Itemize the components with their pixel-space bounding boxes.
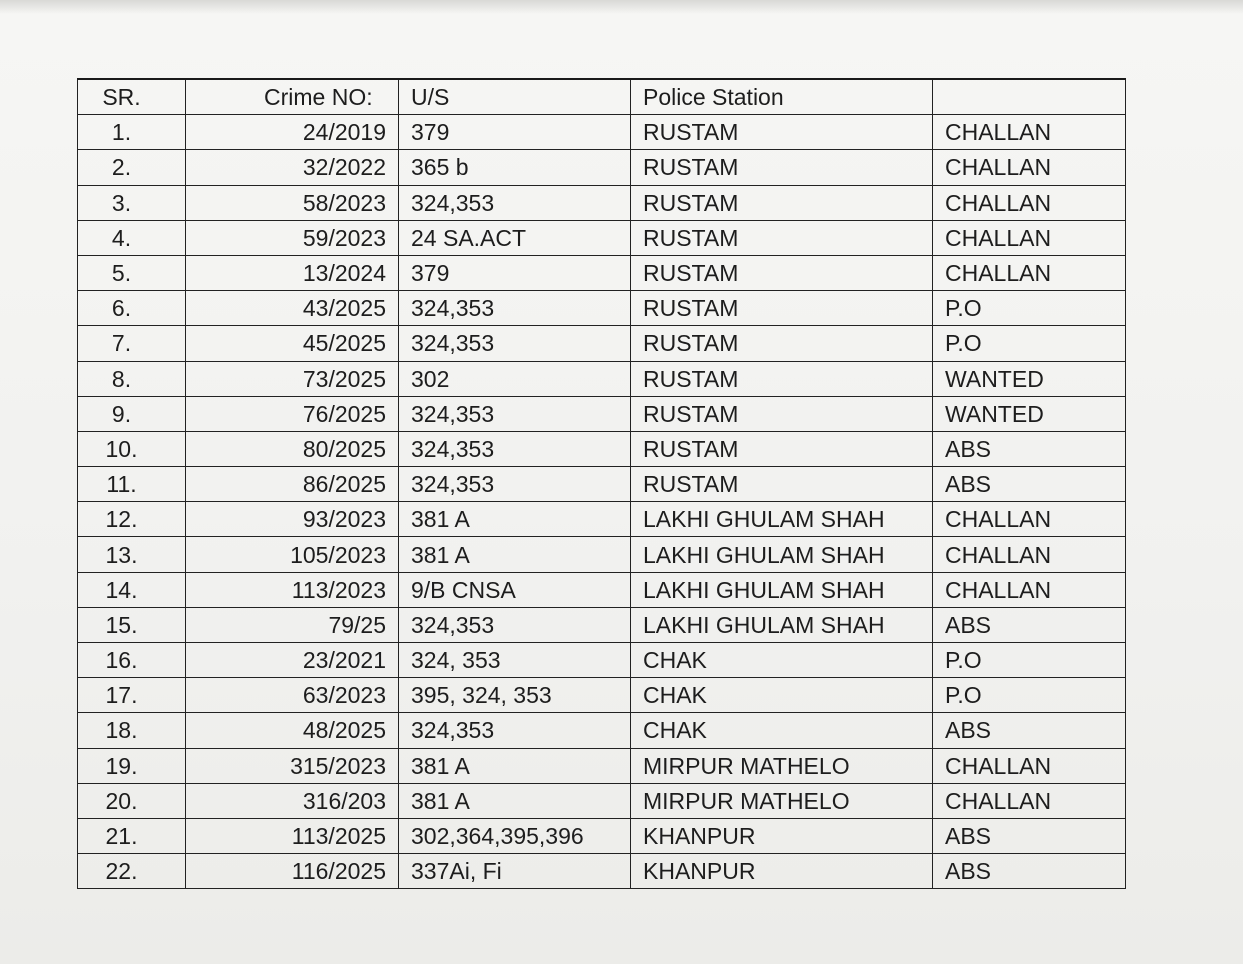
cell-police-station: RUSTAM	[631, 185, 933, 220]
cell-status: CHALLAN	[933, 220, 1126, 255]
cell-police-station: CHAK	[631, 643, 933, 678]
cell-status: ABS	[933, 713, 1126, 748]
cell-status: ABS	[933, 607, 1126, 642]
table-row	[78, 467, 1126, 502]
table-row	[78, 150, 1126, 185]
header-status	[933, 79, 1126, 115]
cell-status: P.O	[933, 291, 1126, 326]
cell-sr: 17.	[78, 678, 186, 713]
table-row	[78, 678, 1126, 713]
table-body	[78, 115, 1126, 889]
cell-status: CHALLAN	[933, 502, 1126, 537]
cell-us: 24 SA.ACT	[399, 220, 631, 255]
table-row	[78, 783, 1126, 818]
cell-crime-no: 113/2023	[186, 572, 399, 607]
header-us: U/S	[399, 79, 631, 115]
cell-crime-no: 23/2021	[186, 643, 399, 678]
cell-status: CHALLAN	[933, 115, 1126, 150]
cell-sr: 14.	[78, 572, 186, 607]
cell-us: 302	[399, 361, 631, 396]
cell-police-station: MIRPUR MATHELO	[631, 783, 933, 818]
cell-sr: 21.	[78, 818, 186, 853]
cell-sr: 13.	[78, 537, 186, 572]
cell-crime-no: 113/2025	[186, 818, 399, 853]
cell-crime-no: 32/2022	[186, 150, 399, 185]
cell-police-station: CHAK	[631, 713, 933, 748]
cell-sr: 7.	[78, 326, 186, 361]
cell-us: 324,353	[399, 396, 631, 431]
cell-sr: 20.	[78, 783, 186, 818]
cell-us: 395, 324, 353	[399, 678, 631, 713]
cell-crime-no: 76/2025	[186, 396, 399, 431]
cell-police-station: RUSTAM	[631, 467, 933, 502]
table-row	[78, 185, 1126, 220]
cell-status: CHALLAN	[933, 537, 1126, 572]
cell-crime-no: 80/2025	[186, 431, 399, 466]
table-row	[78, 326, 1126, 361]
cell-status: WANTED	[933, 361, 1126, 396]
cell-police-station: RUSTAM	[631, 361, 933, 396]
cell-crime-no: 45/2025	[186, 326, 399, 361]
cell-status: CHALLAN	[933, 572, 1126, 607]
cell-crime-no: 86/2025	[186, 467, 399, 502]
cell-us: 324,353	[399, 467, 631, 502]
cell-us: 381 A	[399, 748, 631, 783]
cell-status: CHALLAN	[933, 255, 1126, 290]
table-row	[78, 537, 1126, 572]
cell-crime-no: 105/2023	[186, 537, 399, 572]
table-row	[78, 643, 1126, 678]
cell-sr: 15.	[78, 607, 186, 642]
cell-sr: 11.	[78, 467, 186, 502]
cell-police-station: RUSTAM	[631, 150, 933, 185]
table-row	[78, 361, 1126, 396]
cell-police-station: CHAK	[631, 678, 933, 713]
cell-crime-no: 24/2019	[186, 115, 399, 150]
cell-police-station: RUSTAM	[631, 115, 933, 150]
cell-police-station: LAKHI GHULAM SHAH	[631, 607, 933, 642]
table-row	[78, 115, 1126, 150]
cell-status: ABS	[933, 431, 1126, 466]
cell-status: WANTED	[933, 396, 1126, 431]
cell-crime-no: 59/2023	[186, 220, 399, 255]
cell-status: P.O	[933, 678, 1126, 713]
cell-us: 324,353	[399, 185, 631, 220]
cell-sr: 12.	[78, 502, 186, 537]
cell-police-station: RUSTAM	[631, 326, 933, 361]
cell-sr: 16.	[78, 643, 186, 678]
cell-crime-no: 316/203	[186, 783, 399, 818]
cell-us: 379	[399, 115, 631, 150]
cell-police-station: RUSTAM	[631, 396, 933, 431]
table-row	[78, 854, 1126, 889]
table-row	[78, 502, 1126, 537]
cell-sr: 3.	[78, 185, 186, 220]
cell-us: 381 A	[399, 502, 631, 537]
cell-status: ABS	[933, 467, 1126, 502]
table-row	[78, 713, 1126, 748]
page-edge-shadow	[0, 0, 1243, 14]
cell-us: 324,353	[399, 607, 631, 642]
cell-police-station: RUSTAM	[631, 255, 933, 290]
cell-sr: 22.	[78, 854, 186, 889]
cell-sr: 4.	[78, 220, 186, 255]
cell-us: 9/B CNSA	[399, 572, 631, 607]
cell-sr: 6.	[78, 291, 186, 326]
cell-crime-no: 79/25	[186, 607, 399, 642]
cell-sr: 19.	[78, 748, 186, 783]
cell-sr: 1.	[78, 115, 186, 150]
cell-crime-no: 58/2023	[186, 185, 399, 220]
cell-police-station: RUSTAM	[631, 431, 933, 466]
cell-us: 379	[399, 255, 631, 290]
header-police-station: Police Station	[631, 79, 933, 115]
cell-crime-no: 73/2025	[186, 361, 399, 396]
cell-police-station: KHANPUR	[631, 854, 933, 889]
cell-sr: 8.	[78, 361, 186, 396]
cell-status: ABS	[933, 818, 1126, 853]
cell-crime-no: 315/2023	[186, 748, 399, 783]
cell-police-station: LAKHI GHULAM SHAH	[631, 537, 933, 572]
cell-us: 324,353	[399, 291, 631, 326]
cell-police-station: RUSTAM	[631, 291, 933, 326]
cell-status: CHALLAN	[933, 150, 1126, 185]
cell-status: CHALLAN	[933, 185, 1126, 220]
table-row	[78, 255, 1126, 290]
cell-police-station: MIRPUR MATHELO	[631, 748, 933, 783]
header-crime-no: Crime NO:	[186, 79, 399, 115]
cell-sr: 5.	[78, 255, 186, 290]
cell-us: 324,353	[399, 431, 631, 466]
cell-status: CHALLAN	[933, 783, 1126, 818]
cell-us: 337Ai, Fi	[399, 854, 631, 889]
cell-us: 365 b	[399, 150, 631, 185]
cell-us: 324,353	[399, 326, 631, 361]
cell-police-station: KHANPUR	[631, 818, 933, 853]
cell-us: 324, 353	[399, 643, 631, 678]
table-row	[78, 818, 1126, 853]
cell-sr: 18.	[78, 713, 186, 748]
cell-crime-no: 93/2023	[186, 502, 399, 537]
cell-status: P.O	[933, 326, 1126, 361]
cell-police-station: LAKHI GHULAM SHAH	[631, 502, 933, 537]
cell-us: 381 A	[399, 537, 631, 572]
header-sr: SR.	[78, 79, 186, 115]
cell-sr: 2.	[78, 150, 186, 185]
cell-crime-no: 48/2025	[186, 713, 399, 748]
table-row	[78, 396, 1126, 431]
cell-sr: 9.	[78, 396, 186, 431]
table-row	[78, 572, 1126, 607]
header-row	[78, 79, 1126, 115]
cell-us: 381 A	[399, 783, 631, 818]
table-header	[78, 79, 1126, 115]
cell-us: 302,364,395,396	[399, 818, 631, 853]
cell-crime-no: 63/2023	[186, 678, 399, 713]
cell-crime-no: 13/2024	[186, 255, 399, 290]
cell-police-station: LAKHI GHULAM SHAH	[631, 572, 933, 607]
table-row	[78, 220, 1126, 255]
cell-us: 324,353	[399, 713, 631, 748]
cell-crime-no: 43/2025	[186, 291, 399, 326]
cell-status: ABS	[933, 854, 1126, 889]
cell-status: CHALLAN	[933, 748, 1126, 783]
case-records-table	[77, 78, 1126, 889]
table-row	[78, 748, 1126, 783]
cell-sr: 10.	[78, 431, 186, 466]
cell-police-station: RUSTAM	[631, 220, 933, 255]
cell-status: P.O	[933, 643, 1126, 678]
table-row	[78, 431, 1126, 466]
table-row	[78, 291, 1126, 326]
table-row	[78, 607, 1126, 642]
cell-crime-no: 116/2025	[186, 854, 399, 889]
